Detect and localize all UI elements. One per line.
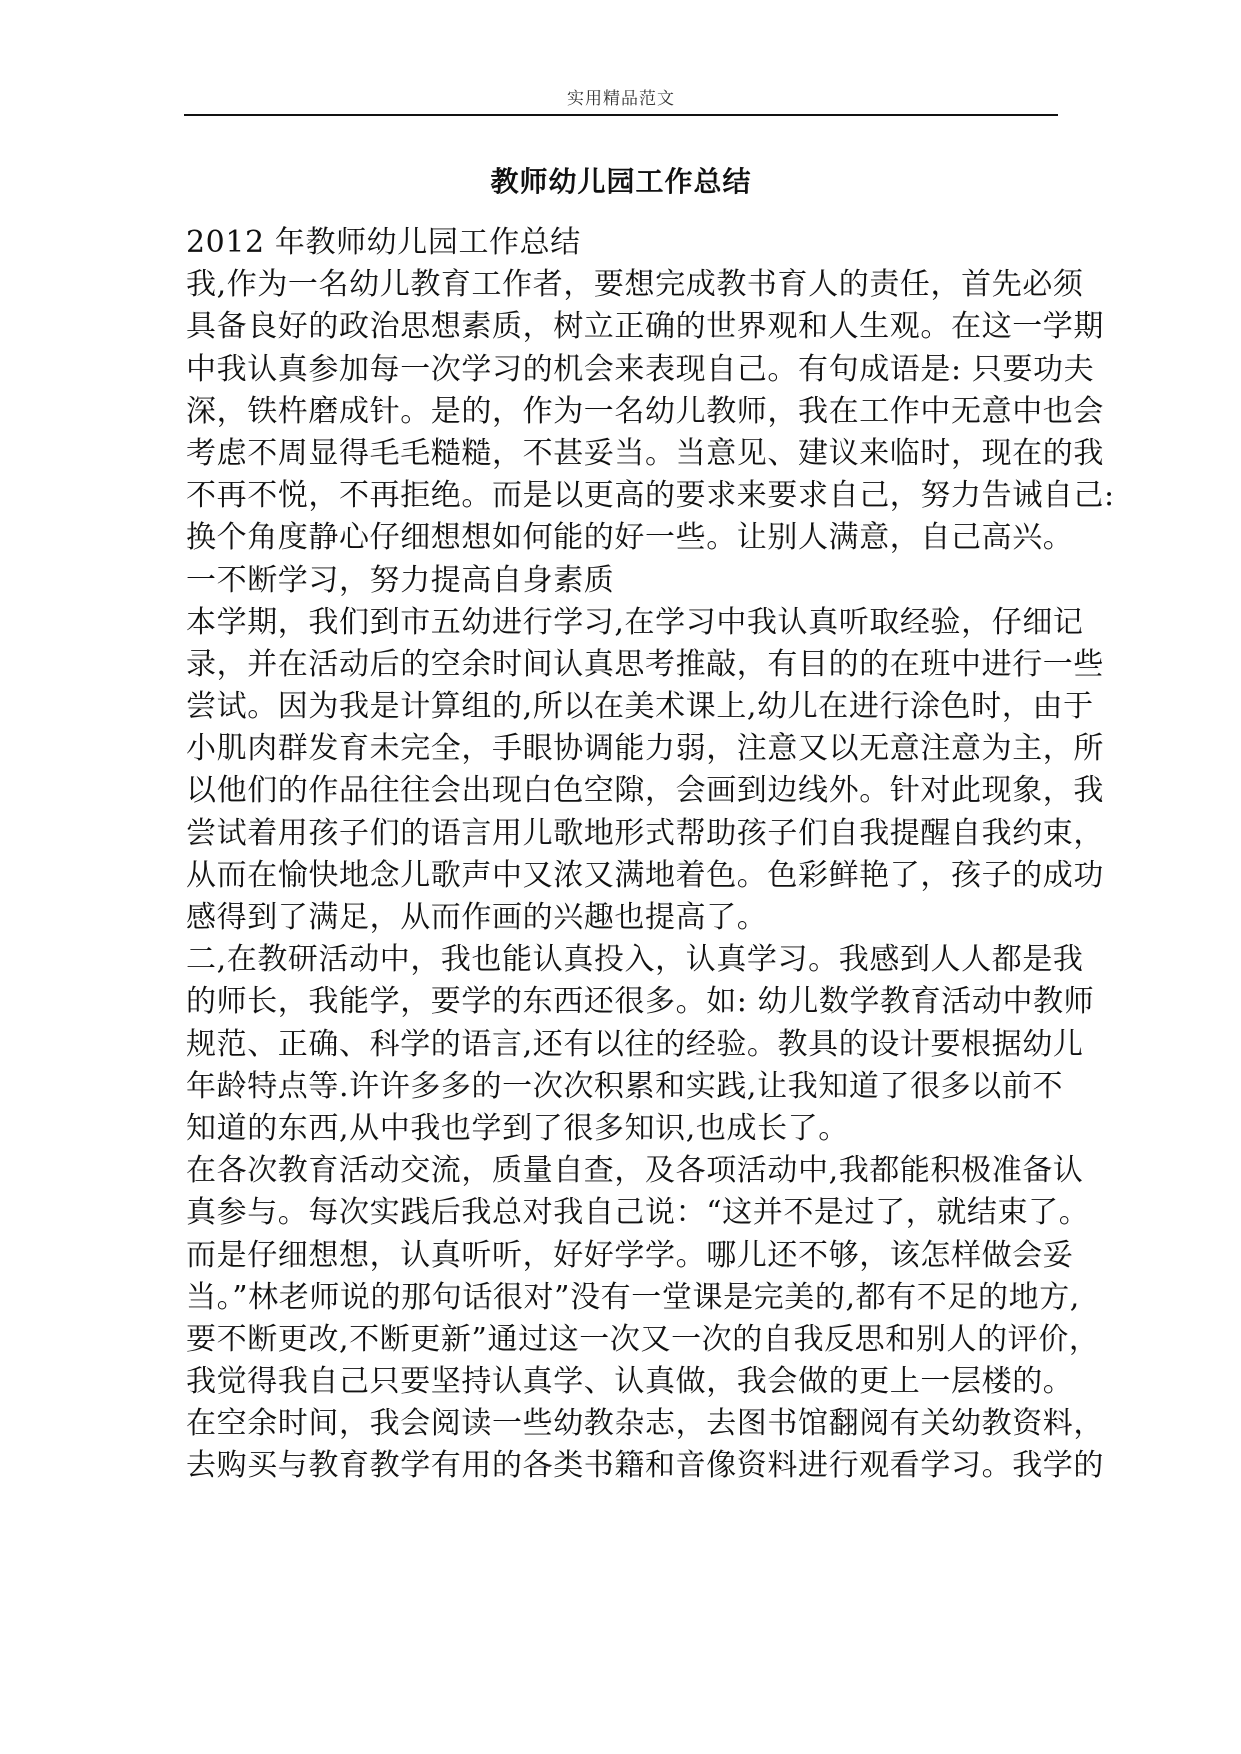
- body-text-line: 真参与。每次实践后我总对我自己说：“这并不是过了，就结束了。: [186, 1195, 1090, 1231]
- body-text-line: 年龄特点等.许许多多的一次次积累和实践,让我知道了很多以前不: [186, 1068, 1064, 1104]
- body-text-line: 在空余时间，我会阅读一些幼教杂志，去图书馆翻阅有关幼教资料，: [186, 1406, 1104, 1442]
- document-title: 教师幼儿园工作总结: [490, 165, 752, 198]
- body-text-line: 具备良好的政治思想素质，树立正确的世界观和人生观。在这一学期: [186, 309, 1104, 345]
- body-text-line: 去购买与教育教学有用的各类书籍和音像资料进行观看学习。我学的: [186, 1448, 1104, 1484]
- body-text-line: 在各次教育活动交流，质量自查，及各项活动中,我都能积极准备认: [186, 1153, 1084, 1189]
- header-divider: [184, 114, 1058, 116]
- body-text-line: 我觉得我自己只要坚持认真学、认真做，我会做的更上一层楼的。: [186, 1364, 1074, 1400]
- body-text-line: 从而在愉快地念儿歌声中又浓又满地着色。色彩鲜艳了，孩子的成功: [186, 857, 1104, 893]
- body-text-line: 而是仔细想想，认真听听，好好学学。哪儿还不够，该怎样做会妥: [186, 1237, 1074, 1273]
- body-text-line: 我,作为一名幼儿教育工作者，要想完成教书育人的责任，首先必须: [186, 267, 1084, 303]
- body-text-line: 不再不悦，不再拒绝。而是以更高的要求来要求自己，努力告诫自己:: [186, 478, 1115, 514]
- body-text-line: 当。”林老师说的那句话很对”没有一堂课是完美的,都有不足的地方,: [186, 1279, 1080, 1315]
- body-text-line: 二,在教研活动中，我也能认真投入，认真学习。我感到人人都是我: [186, 942, 1084, 978]
- body-text-line: 录，并在活动后的空余时间认真思考推敲，有目的的在班中进行一些: [186, 646, 1104, 682]
- body-text-line: 一不断学习，努力提高自身素质: [186, 562, 615, 598]
- body-text-line: 小肌肉群发育未完全，手眼协调能力弱，注意又以无意注意为主，所: [186, 731, 1104, 767]
- body-text-line: 换个角度静心仔细想想如何能的好一些。让别人满意，自己高兴。: [186, 520, 1074, 556]
- body-text-line: 的师长，我能学，要学的东西还很多。如: 幼儿数学教育活动中教师: [186, 984, 1095, 1020]
- body-text-line: 以他们的作品往往会出现白色空隙，会画到边线外。针对此现象，我: [186, 773, 1104, 809]
- running-header: 实用精品范文: [567, 89, 675, 109]
- body-text-line: 知道的东西,从中我也学到了很多知识,也成长了。: [186, 1110, 849, 1146]
- document-body: [186, 222, 1115, 1488]
- body-text-line: 本学期，我们到市五幼进行学习,在学习中我认真听取经验，仔细记: [186, 604, 1084, 640]
- body-text-line: 感得到了满足，从而作画的兴趣也提高了。: [186, 900, 768, 935]
- body-text-line: 要不断更改,不断更新”通过这一次又一次的自我反思和别人的评价，: [186, 1321, 1100, 1357]
- body-text-line: 考虑不周显得毛毛糙糙，不甚妥当。当意见、建议来临时，现在的我: [186, 435, 1104, 471]
- body-text-line: 尝试着用孩子们的语言用儿歌地形式帮助孩子们自我提醒自我约束，: [186, 815, 1104, 851]
- body-text-line: 2012 年教师幼儿园工作总结: [186, 225, 581, 260]
- body-text-line: 尝试。因为我是计算组的,所以在美术课上,幼儿在进行涂色时，由于: [186, 689, 1094, 725]
- body-text-line: 中我认真参加每一次学习的机会来表现自己。有句成语是: 只要功夫: [186, 351, 1095, 387]
- body-text-line: 规范、正确、科学的语言,还有以往的经验。教具的设计要根据幼儿: [186, 1026, 1084, 1062]
- body-text-line: 深，铁杵磨成针。是的，作为一名幼儿教师，我在工作中无意中也会: [186, 393, 1104, 429]
